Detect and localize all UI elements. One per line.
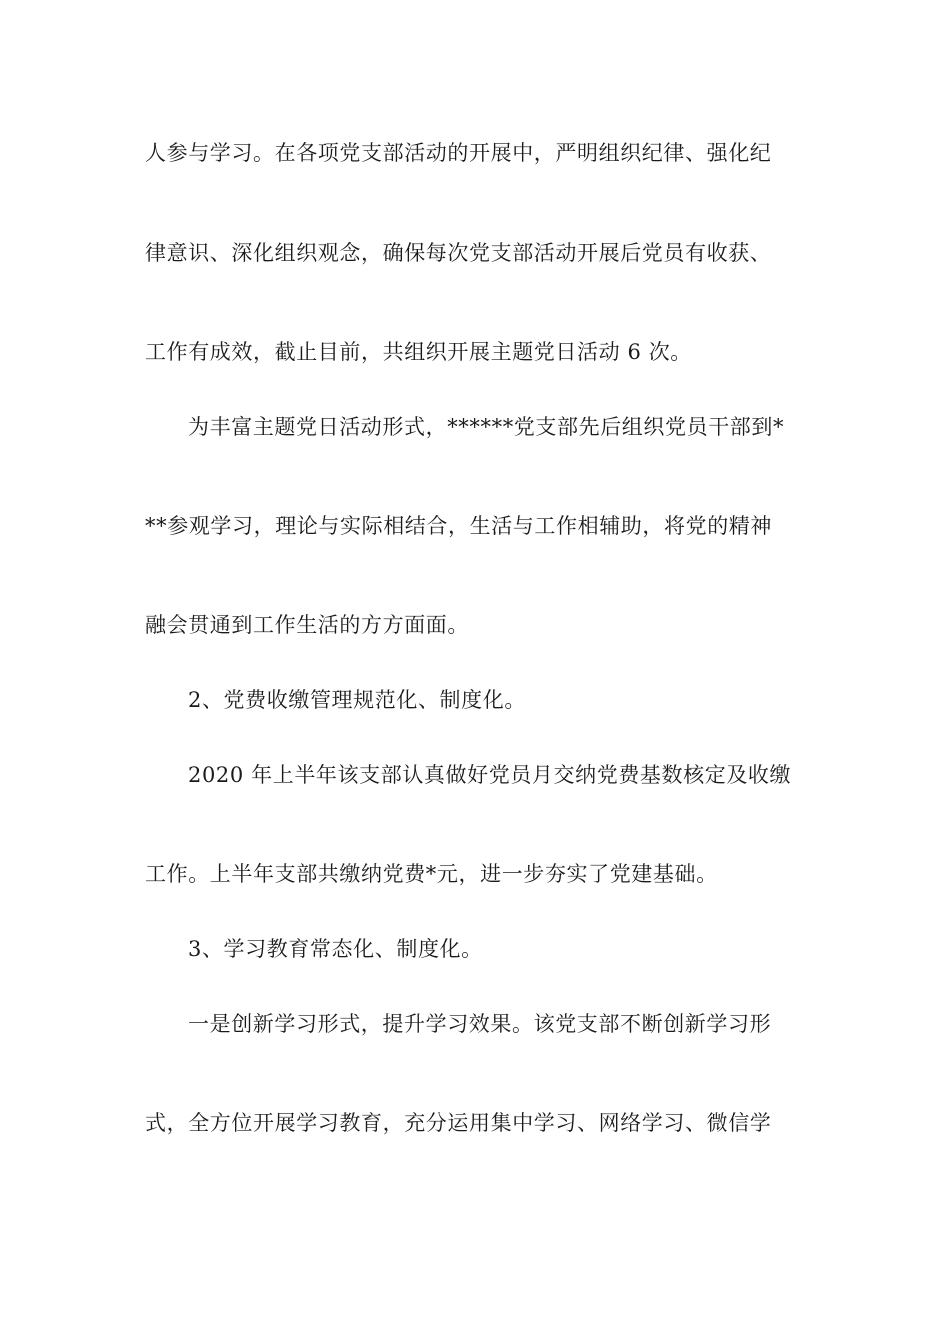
text-line: 工作有成效，截止目前，共组织开展主题党日活动 6 次。 [145,340,692,364]
text-line: 融会贯通到工作生活的方方面面。 [145,613,469,637]
text-line: **参观学习，理论与实际相结合，生活与工作相辅助，将党的精神 [145,514,772,538]
paragraph-start-line: 2020 年上半年该支部认真做好党员月交纳党费基数核定及收缴 [188,763,792,787]
text-line: 式，全方位开展学习教育，充分运用集中学习、网络学习、微信学 [145,1111,772,1135]
text-line: 人参与学习。在各项党支部活动的开展中，严明组织纪律、强化纪 [145,141,772,165]
paragraph-start-line: 一是创新学习形式，提升学习效果。该党支部不断创新学习形 [188,1012,772,1036]
section-heading: 2、党费收缴管理规范化、制度化。 [188,688,526,712]
paragraph-start-line: 为丰富主题党日活动形式，******党支部先后组织党员干部到* [188,415,785,439]
section-heading: 3、学习教育常态化、制度化。 [188,937,483,961]
text-line: 律意识、深化组织观念，确保每次党支部活动开展后党员有收获、 [145,241,772,265]
text-line: 工作。上半年支部共缴纳党费*元，进一步夯实了党建基础。 [145,862,718,886]
